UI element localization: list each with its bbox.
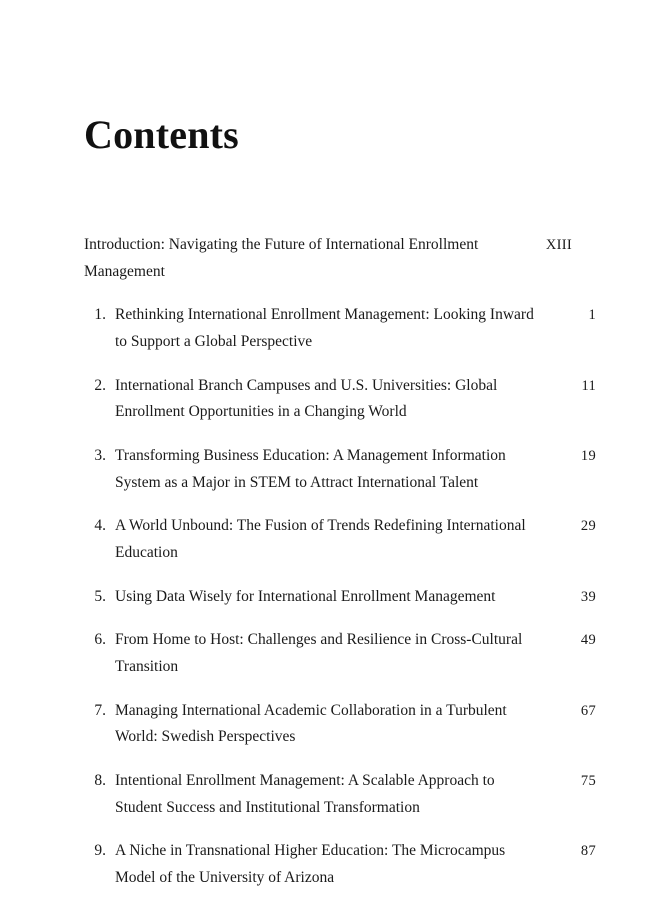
toc-entry-title[interactable]: Using Data Wisely for International Enrollment Management xyxy=(115,587,496,605)
toc-entry-number: 4. xyxy=(94,517,106,535)
toc-entry-number: 5. xyxy=(94,587,106,605)
toc-entry-page: 67 xyxy=(580,702,596,719)
toc-entry-4[interactable] xyxy=(84,513,596,566)
toc-entry-page: XIII xyxy=(545,237,572,253)
toc-entry-page: 29 xyxy=(580,518,596,535)
toc-entry-page: 75 xyxy=(580,772,596,789)
toc-entry-title[interactable]: Transforming Business Education: A Management Information System as a Major in STEM to Attract International Talent xyxy=(115,446,506,491)
toc-entry-8[interactable] xyxy=(84,768,596,821)
toc-entry-1[interactable] xyxy=(84,302,596,355)
toc-entry-page: 1 xyxy=(588,307,596,324)
toc-entry-page: 39 xyxy=(580,588,596,605)
toc-entry-title[interactable]: International Branch Campuses and U.S. Universities: Global Enrollment Opportunities in a Changing World xyxy=(115,376,498,421)
toc-entry-5[interactable] xyxy=(84,584,596,611)
toc-entry-title[interactable]: From Home to Host: Challenges and Resilience in Cross-Cultural Transition xyxy=(115,631,523,675)
page-title: Contents xyxy=(84,111,239,157)
toc-entry-title[interactable]: Introduction: Navigating the Future of International Enrollment Management xyxy=(84,236,479,280)
toc-entry-2[interactable] xyxy=(84,373,596,426)
toc-entry-7[interactable] xyxy=(84,698,596,751)
toc-entry-number: 3. xyxy=(94,446,106,464)
table-of-contents xyxy=(84,232,596,908)
toc-entry-title[interactable]: Managing International Academic Collaboration in a Turbulent World: Swedish Perspectives xyxy=(115,701,507,746)
toc-entry-page: 87 xyxy=(580,843,596,860)
toc-entry-6[interactable] xyxy=(84,627,596,680)
toc-entry-number: 6. xyxy=(94,631,106,649)
toc-entry-number: 2. xyxy=(94,376,106,394)
toc-entry-title[interactable]: Rethinking International Enrollment Management: Looking Inward to Support a Global Perspective xyxy=(115,306,534,350)
toc-entry-title[interactable]: A World Unbound: The Fusion of Trends Redefining International Education xyxy=(115,517,526,561)
toc-entry-introduction[interactable] xyxy=(84,232,596,285)
toc-entry-9[interactable] xyxy=(84,838,596,891)
toc-entry-number: 1. xyxy=(94,306,106,324)
toc-entry-3[interactable] xyxy=(84,443,596,496)
toc-entry-page: 49 xyxy=(580,632,596,649)
toc-entry-number: 7. xyxy=(94,701,106,719)
toc-entry-page: 11 xyxy=(581,377,596,394)
toc-entry-page: 19 xyxy=(580,447,596,464)
toc-entry-number: 8. xyxy=(94,771,106,789)
toc-entry-number: 9. xyxy=(94,842,106,860)
toc-entry-title[interactable]: A Niche in Transnational Higher Education: The Microcampus Model of the University of Arizona xyxy=(115,842,506,886)
toc-entry-title[interactable]: Intentional Enrollment Management: A Scalable Approach to Student Success and Institutional Transformation xyxy=(115,771,495,816)
